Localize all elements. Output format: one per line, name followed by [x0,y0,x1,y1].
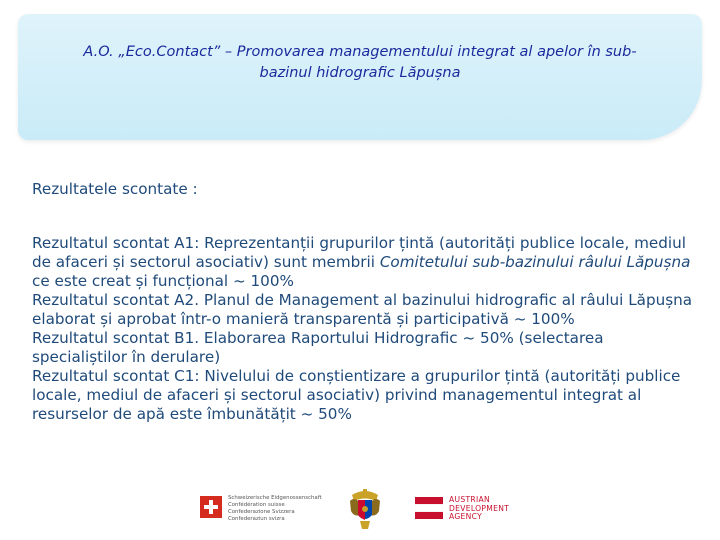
swiss-confederation-logo [200,492,325,524]
title-banner [18,14,702,140]
page-title-line-1: A.O. „Eco.Contact” – Promovarea managementului integrat al apelor în sub- [83,44,637,60]
result-a1-text-2: ce este creat și funcțional ~ 100% [32,272,294,290]
austrian-logo-line: DEVELOPMENT [449,503,510,513]
swiss-logo-line: Confédération suisse [228,502,285,508]
swiss-logo-line: Confederaziun svizra [228,516,285,522]
swiss-logo-line: Schweizerische Eidgenossenschaft [228,495,322,501]
result-a1 [32,234,696,291]
austrian-logo-line: AUSTRIAN [449,495,491,504]
result-b1 [32,329,696,367]
result-c1-text: Nivelului de conștientizare a grupurilor țintă (autorități publice locale, mediul de afaceri și sectorul asociativ) privind managementul integrat al resurselor de apă este îmbunătățit ~ 50% [32,367,681,423]
results-subheading: Rezultatele scontate : [32,180,198,198]
austrian-development-agency-logo [415,493,520,525]
page-title [44,42,676,84]
result-a2 [32,291,696,329]
swiss-logo-text [228,495,328,523]
result-b1-label: Rezultatul scontat B1. [32,329,200,347]
austrian-logo-line: AGENCY [449,512,483,521]
donor-logos [200,485,520,533]
swiss-flag-icon [200,496,222,518]
austrian-flag-icon [415,497,443,519]
result-a1-italic: Comitetului sub-bazinului râului Lăpușna [379,253,691,271]
result-c1-label: Rezultatul scontat C1: [32,367,200,385]
result-a2-label: Rezultatul scontat A2. [32,291,200,309]
result-a1-text-1: Reprezentanții grupurilor țintă (autorități publice locale, mediul de afaceri și sectorul asociativ) sunt membrii [32,234,686,271]
swiss-logo-line: Confederazione Svizzera [228,509,295,515]
page-title-line-2: bazinul hidrografic Lăpușna [259,65,461,81]
result-a2-text: Planul de Management al bazinului hidrografic al râului Lăpușna elaborat și aprobat într-o manieră transparentă și participativă ~ 100% [32,291,693,328]
austrian-logo-text [449,496,521,522]
result-a1-label: Rezultatul scontat A1: [32,234,200,252]
moldova-coat-of-arms-icon [348,485,382,533]
results-list [32,234,696,424]
result-c1 [32,367,696,424]
result-b1-text: Elaborarea Raportului Hidrografic ~ 50% (selectarea specialiștilor în derulare) [32,329,604,366]
